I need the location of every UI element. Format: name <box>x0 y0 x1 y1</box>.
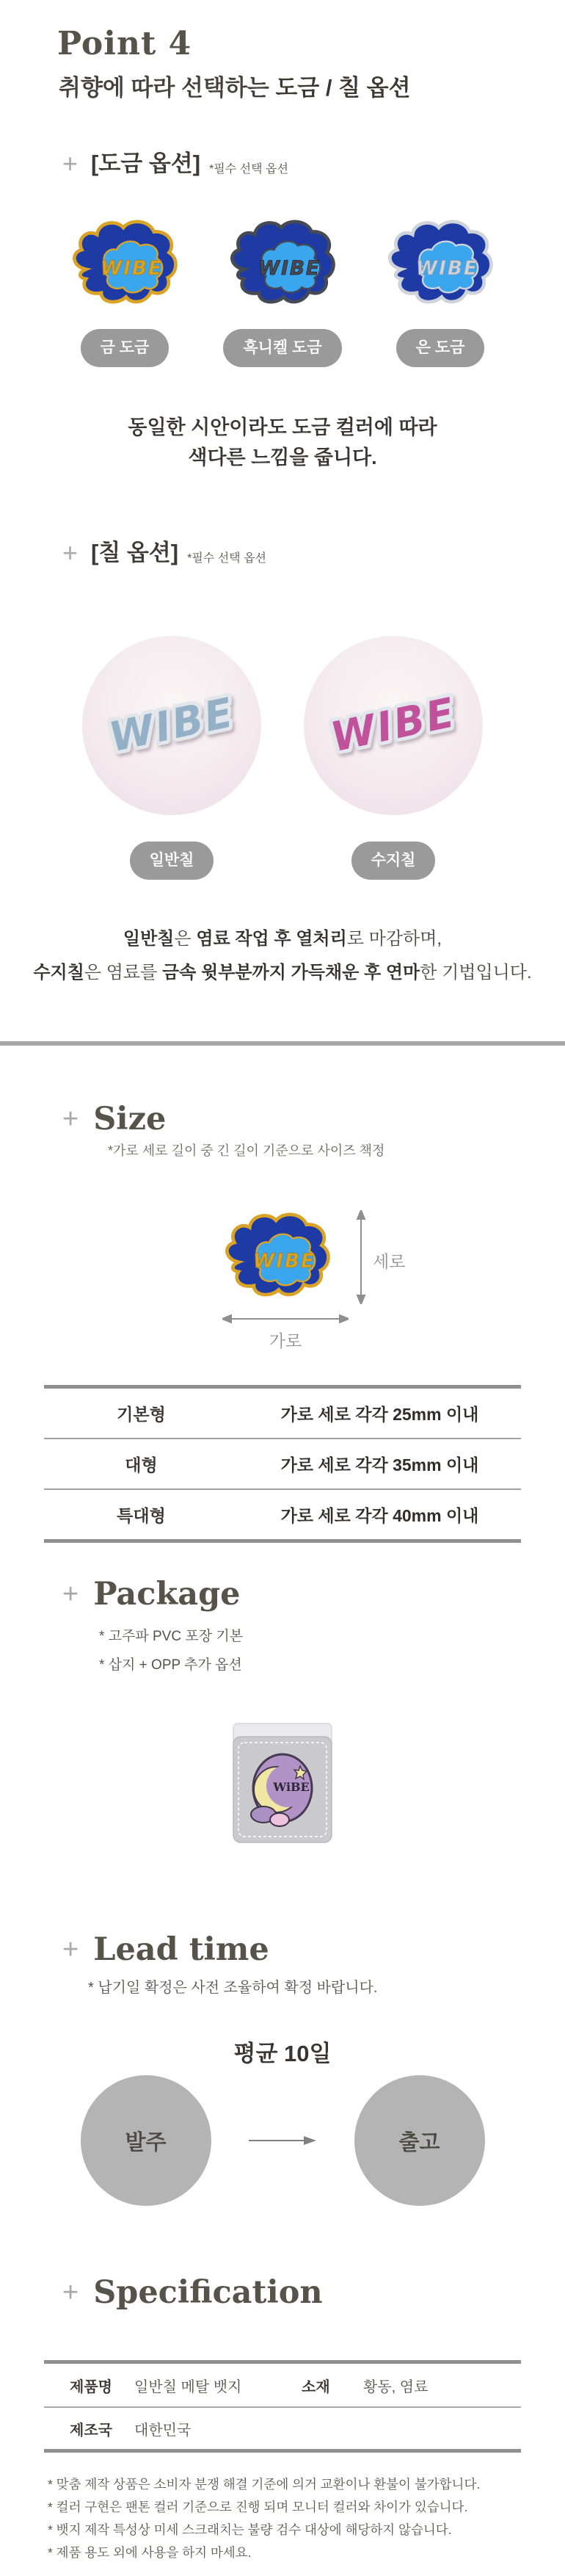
size-type-large: 대형 <box>125 1455 158 1475</box>
size-diagram <box>0 1210 565 1350</box>
pin-wibe-text: WIBE <box>104 688 238 761</box>
size-title: Size <box>93 1101 167 1137</box>
size-type-basic: 기본형 <box>117 1405 166 1424</box>
paint-option-heading <box>62 536 565 570</box>
size-spec-large: 가로 세로 각각 35mm 이내 <box>280 1455 479 1475</box>
flow-step-ship: 출고 <box>354 2075 485 2206</box>
table-row <box>44 1389 521 1438</box>
black-nickel-badge-photo <box>220 217 345 313</box>
package-bullet-pvc: * 고주파 PVC 포장 기본 <box>99 1629 244 1644</box>
paint-caption-regular: 은 <box>174 929 197 949</box>
size-type-extra-large: 특대형 <box>117 1506 166 1525</box>
plating-badge-row <box>0 217 565 313</box>
paint-caption-line1 <box>0 922 565 956</box>
package-title: Package <box>93 1576 241 1613</box>
lead-time-title: Lead time <box>93 1931 269 1968</box>
gold-plating-label: 금 도금 <box>81 329 170 367</box>
silver-plated-badge-icon <box>378 217 503 313</box>
disclaimer-line: * 뱃지 제작 특성상 미세 스크래치는 불량 검수 대상에 해당하지 않습니다. <box>48 2522 452 2537</box>
size-spec-basic: 가로 세로 각각 25mm 이내 <box>280 1405 479 1424</box>
page-title: Point 4 <box>57 25 192 62</box>
regular-paint-label-col <box>82 842 261 880</box>
black-nickel-label-col <box>220 329 345 367</box>
paint-photo-row <box>0 636 565 815</box>
table-row <box>44 2364 521 2406</box>
arrow-right-icon <box>249 2134 316 2147</box>
plus-icon: + <box>62 1934 79 1965</box>
silver-badge-photo <box>378 217 503 313</box>
resin-paint-photo <box>304 636 483 815</box>
spec-product-name-value: 일반칠 메탈 뱃지 <box>134 2378 242 2395</box>
plating-option-title: [도금 옵션] <box>91 151 201 176</box>
paint-option-title: [칠 옵션] <box>91 540 179 565</box>
disclaimer-list <box>48 2473 565 2564</box>
lead-time-flow <box>0 2075 565 2206</box>
paint-caption-line2 <box>0 956 565 990</box>
disclaimer-line: * 제품 용도 외에 사용을 하지 마세요. <box>48 2545 252 2560</box>
plating-label-row <box>0 329 565 367</box>
flow-arrow-wrap <box>211 2134 354 2147</box>
resin-paint-pin-icon <box>304 665 483 786</box>
plating-caption <box>0 413 565 473</box>
flow-step-order: 발주 <box>81 2075 211 2206</box>
silver-label-col <box>378 329 503 367</box>
section-divider <box>0 1041 565 1046</box>
disclaimer-line: * 컬러 구현은 팬톤 컬러 기준으로 진행 되며 모니터 컬러와 차이가 있습니다. <box>48 2500 468 2514</box>
gold-label-col <box>62 329 187 367</box>
paint-caption-bold: 염료 작업 후 열처리 <box>196 929 347 949</box>
spec-material-label: 소재 <box>302 2378 330 2395</box>
page-subtitle <box>59 73 565 103</box>
package-photo <box>0 1721 565 1845</box>
specification-title: Specification <box>93 2274 323 2311</box>
pouch-badge-wibe-text: WiBE <box>273 1780 310 1794</box>
disclaimer-line: * 맞춤 제작 상품은 소비자 분쟁 해결 기준에 의거 교환이나 환불이 불가합니다. <box>48 2477 481 2492</box>
plating-caption-line2: 색다른 느낌을 줍니다. <box>188 446 377 468</box>
paint-required-note: *필수 선택 옵션 <box>187 552 266 565</box>
package-bullets <box>99 1622 565 1679</box>
width-label: 가로 <box>269 1331 302 1350</box>
lead-time-note: * 납기일 확정은 사전 조율하여 확정 바랍니다. <box>88 1980 378 1996</box>
regular-paint-photo <box>82 636 261 815</box>
size-spec-extra-large: 가로 세로 각각 40mm 이내 <box>280 1506 479 1525</box>
package-bullet-opp: * 삽지 + OPP 추가 옵션 <box>99 1657 242 1673</box>
table-row <box>44 2406 521 2449</box>
specification-table <box>44 2360 521 2453</box>
size-note: *가로 세로 길이 중 긴 길이 기준으로 사이즈 책정 <box>108 1143 385 1158</box>
size-table <box>44 1385 521 1543</box>
plus-icon: + <box>62 1579 79 1610</box>
gold-plated-badge-icon <box>62 217 187 313</box>
badge-wibe-text: WIBE <box>258 257 321 281</box>
plus-icon: + <box>62 538 79 568</box>
paint-caption-bold: 일반칠 <box>123 929 175 949</box>
lead-time-average: 평균 10일 <box>233 2041 332 2066</box>
subtitle-bold: 도금 / 칠 옵션 <box>275 75 411 101</box>
table-row <box>44 1438 521 1488</box>
plating-option-heading <box>62 147 565 181</box>
paint-label-row <box>0 842 565 880</box>
gold-badge-photo <box>62 217 187 313</box>
horizontal-measure-arrow-icon <box>222 1313 349 1325</box>
spec-material-value: 황동, 염료 <box>363 2378 429 2395</box>
black-nickel-plating-label: 흑니켈 도금 <box>223 329 341 367</box>
paint-caption-regular: 한 기법입니다. <box>420 963 532 983</box>
spec-country-label: 제조국 <box>70 2422 112 2439</box>
spec-country-value: 대한민국 <box>134 2422 192 2439</box>
table-row <box>44 1488 521 1539</box>
lead-time-section-heading <box>62 1931 565 1969</box>
paint-caption-bold: 수지칠 <box>33 963 84 983</box>
silver-plating-label: 은 도금 <box>396 329 485 367</box>
spec-product-name-label: 제품명 <box>70 2378 112 2395</box>
specification-section-heading <box>62 2273 565 2312</box>
height-label: 세로 <box>373 1252 406 1271</box>
plating-caption-line1: 동일한 시안이라도 도금 컬러에 따라 <box>128 416 437 438</box>
pvc-pouch-icon <box>227 1721 338 1845</box>
regular-paint-label: 일반칠 <box>130 842 214 880</box>
plus-icon: + <box>62 1104 79 1135</box>
resin-paint-label: 수지칠 <box>351 842 436 880</box>
package-section-heading <box>62 1575 565 1613</box>
plating-required-note: *필수 선택 옵션 <box>209 163 288 176</box>
badge-wibe-text: WIBE <box>253 1250 316 1273</box>
badge-wibe-text: WIBE <box>101 257 163 281</box>
plus-icon: + <box>62 2277 79 2308</box>
regular-paint-pin-icon <box>82 665 261 786</box>
paint-caption-regular: 은 염료를 <box>84 963 162 983</box>
vertical-measure-arrow-icon <box>355 1210 367 1304</box>
paint-caption-bold: 금속 윗부분까지 가득채운 후 연마 <box>161 963 420 983</box>
size-diagram-badge-icon <box>215 1210 340 1306</box>
resin-paint-label-col <box>304 842 483 880</box>
size-section-heading <box>62 1100 565 1138</box>
plus-icon: + <box>62 148 79 178</box>
black-nickel-plated-badge-icon <box>220 217 345 313</box>
badge-wibe-text: WIBE <box>416 257 478 281</box>
paint-caption-regular: 로 마감하며, <box>346 929 442 949</box>
paint-caption <box>0 922 565 990</box>
subtitle-prefix: 취향에 따라 선택하는 <box>59 75 276 101</box>
pin-wibe-text: WIBE <box>326 688 460 761</box>
